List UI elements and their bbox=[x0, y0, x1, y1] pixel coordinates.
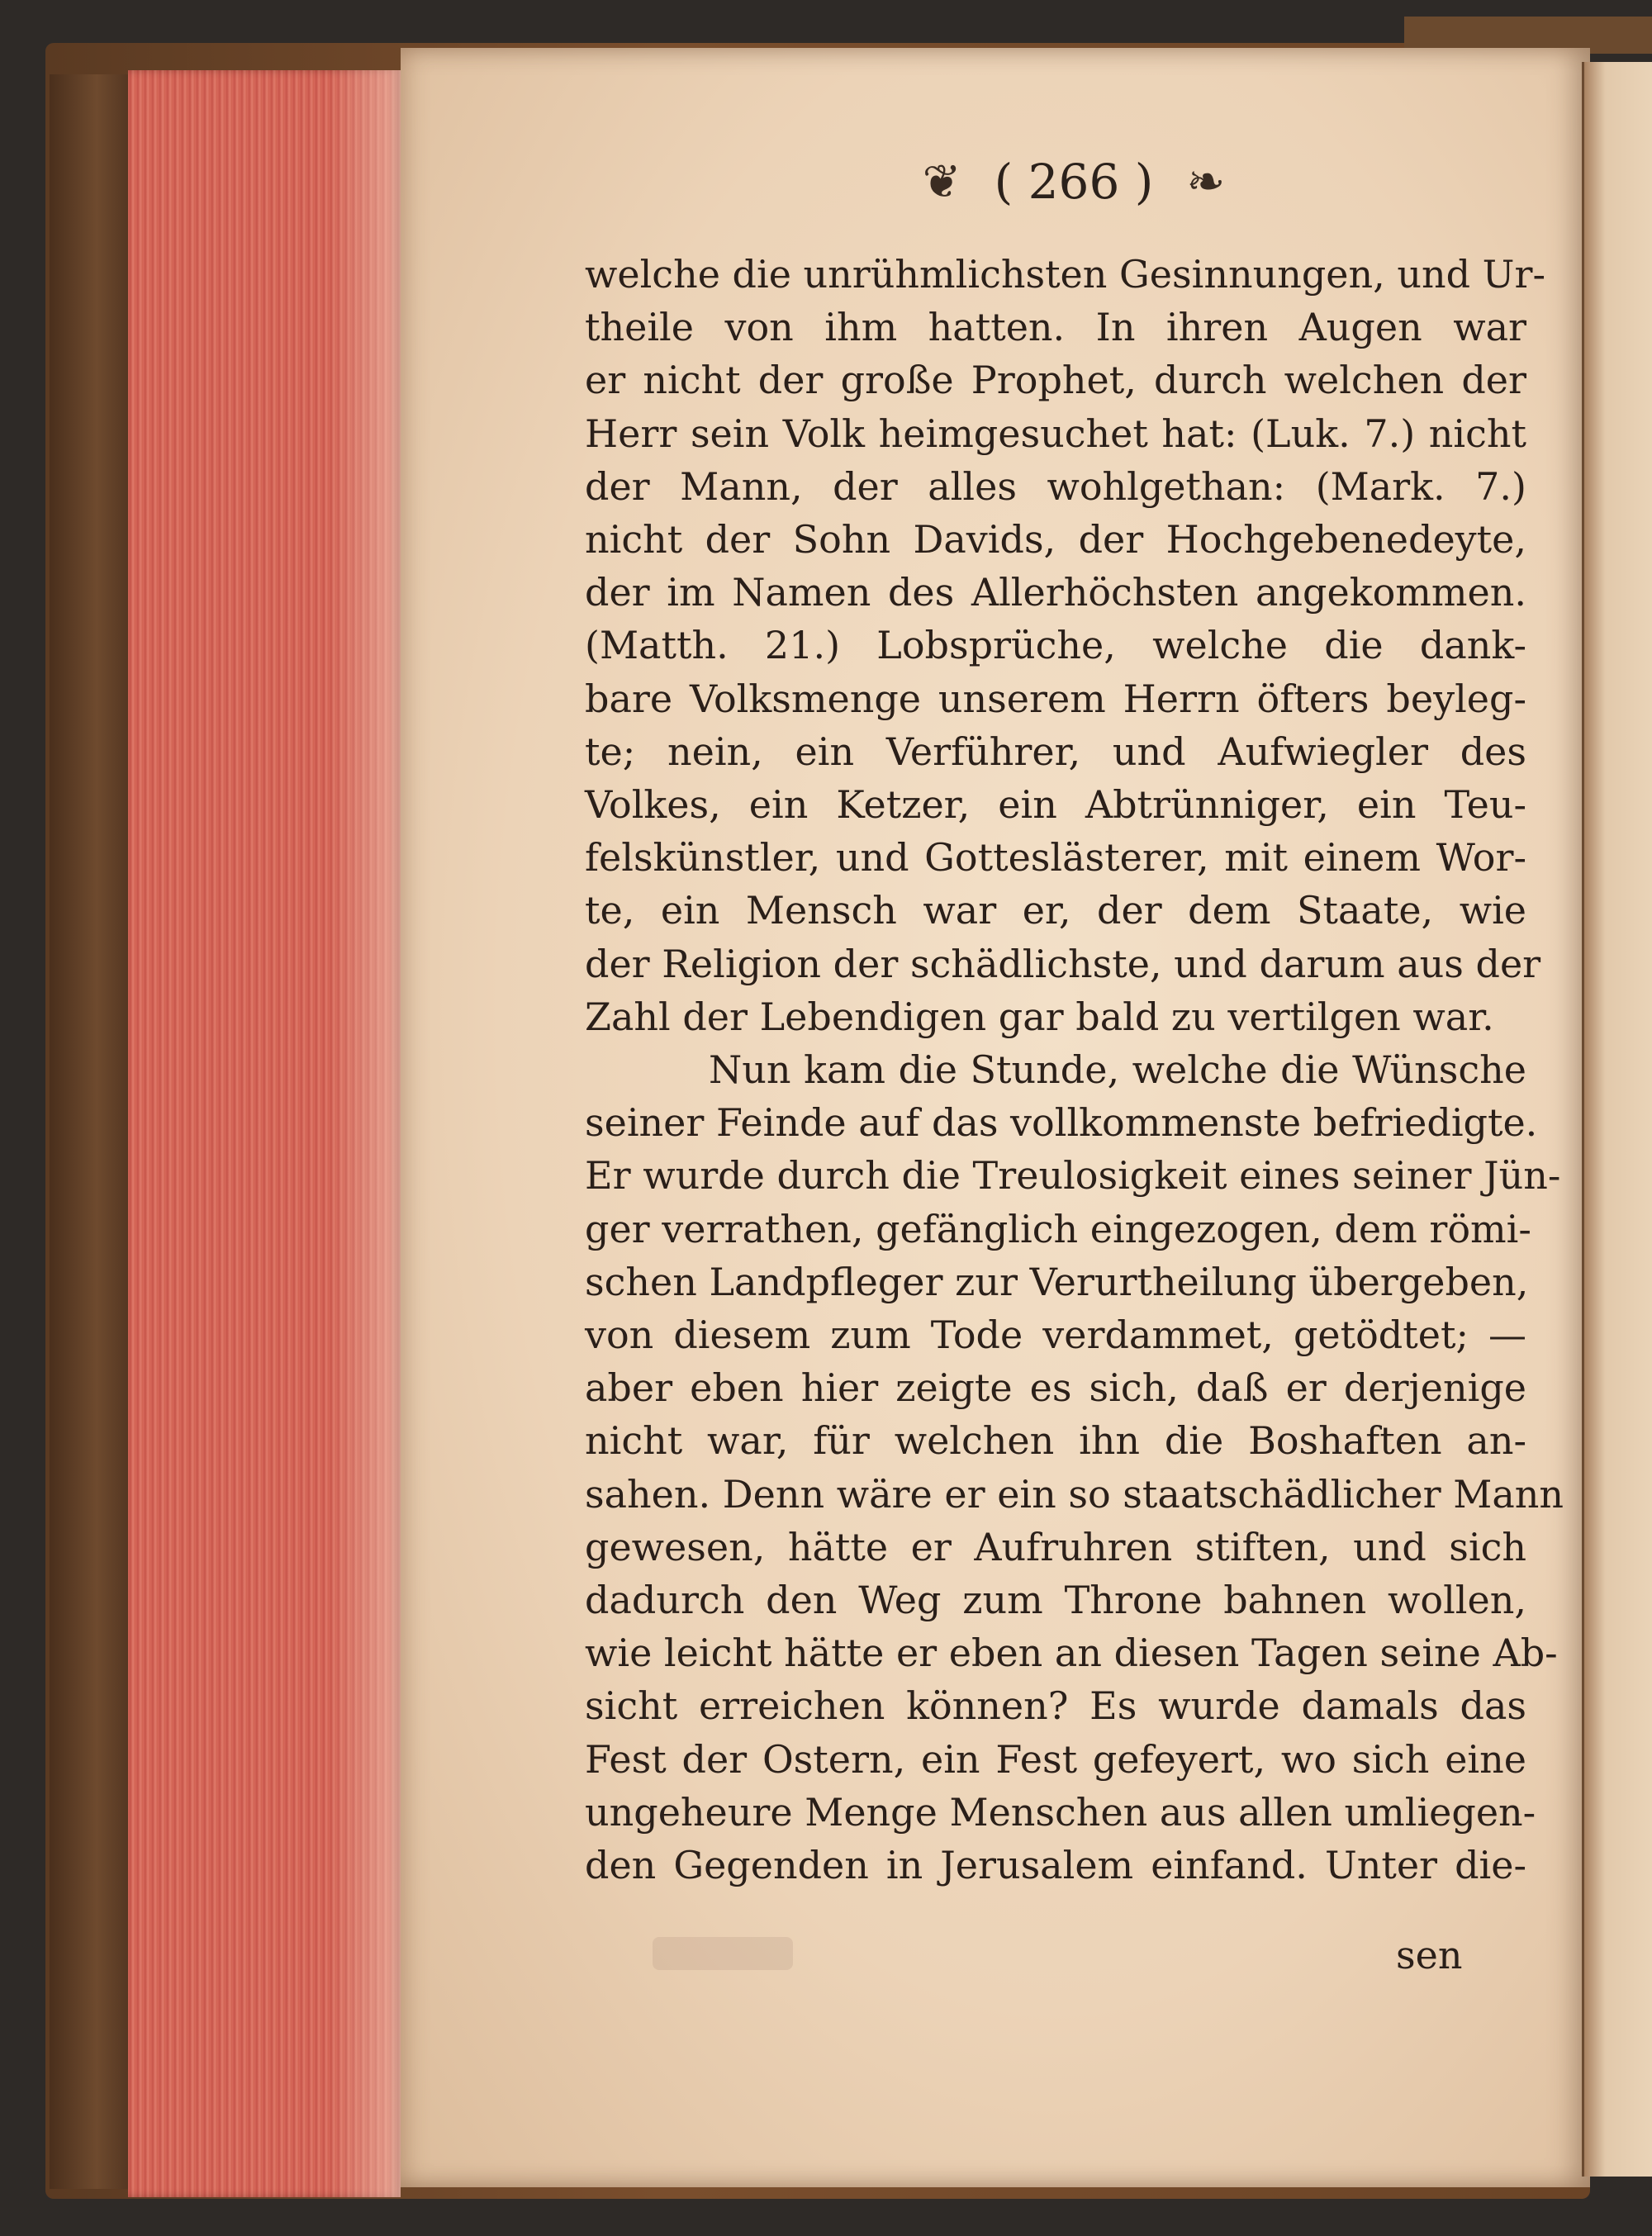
text-line: seiner Feinde auf das vollkommenste befriedigte. bbox=[585, 1100, 1538, 1146]
body-text bbox=[585, 248, 1564, 1892]
text-line: ger verrathen, gefänglich eingezogen, dem römi- bbox=[585, 1206, 1531, 1251]
text-line: theile von ihm hatten. In ihren Augen war bbox=[585, 305, 1526, 350]
text-line: welche die unrühmlichsten Gesinnungen, und Ur- bbox=[585, 252, 1545, 297]
book-spine-edge bbox=[50, 74, 128, 2189]
text-line: bare Volksmenge unserem Herrn öfters beyleg- bbox=[585, 676, 1526, 721]
text-line: te, ein Mensch war er, der dem Staate, wie bbox=[585, 888, 1526, 933]
text-line: Er wurde durch die Treulosigkeit eines seiner Jün- bbox=[585, 1153, 1561, 1199]
text-line: der Mann, der alles wohlgethan: (Mark. 7.) bbox=[585, 463, 1526, 509]
text-line: der Religion der schädlichste, und darum aus der bbox=[585, 941, 1541, 986]
text-line: gewesen, hätte er Aufruhren stiften, und sich bbox=[585, 1524, 1526, 1569]
text-line: Volkes, ein Ketzer, ein Abtrünniger, ein Teu- bbox=[585, 782, 1526, 828]
page-number: ( 266 ) bbox=[994, 154, 1154, 210]
text-line: wie leicht hätte er eben an diesen Tagen seine Ab- bbox=[585, 1631, 1558, 1676]
paragraph-start-line: Nun kam die Stunde, welche die Wünsche bbox=[709, 1047, 1526, 1093]
text-line: er nicht der große Prophet, durch welchen der bbox=[585, 358, 1526, 403]
catchword: sen bbox=[1396, 1933, 1463, 1977]
text-line: sicht erreichen können? Es wurde damals das bbox=[585, 1683, 1526, 1729]
text-line: den Gegenden in Jerusalem einfand. Unter die- bbox=[585, 1843, 1526, 1888]
page-header bbox=[859, 145, 1289, 219]
text-line: te; nein, ein Verführer, und Aufwiegler des bbox=[585, 729, 1526, 774]
text-line: aber eben hier zeigte es sich, daß er derjenige bbox=[585, 1365, 1526, 1411]
page-block-highlight bbox=[330, 70, 401, 2197]
facing-page-edge bbox=[1582, 62, 1652, 2177]
right-ornament-icon: ❧ bbox=[1186, 154, 1226, 209]
text-line: Zahl der Lebendigen gar bald zu vertilgen war. bbox=[585, 994, 1494, 1039]
text-line: von diesem zum Tode verdammet, getödtet; — bbox=[585, 1313, 1526, 1358]
text-line: schen Landpfleger zur Verurtheilung übergeben, bbox=[585, 1259, 1529, 1304]
text-line: nicht der Sohn Davids, der Hochgebenedeyte, bbox=[585, 517, 1526, 563]
text-line: (Matth. 21.) Lobsprüche, welche die dank- bbox=[585, 623, 1526, 668]
ink-smudge bbox=[653, 1937, 793, 1970]
text-line: felskünstler, und Gotteslästerer, mit einem Wor- bbox=[585, 835, 1526, 881]
text-line: Fest der Ostern, ein Fest gefeyert, wo sich eine bbox=[585, 1736, 1526, 1782]
text-line: dadurch den Weg zum Throne bahnen wollen, bbox=[585, 1578, 1526, 1623]
text-line: nicht war, für welchen ihn die Boshaften an- bbox=[585, 1418, 1526, 1464]
text-line: Herr sein Volk heimgesuchet hat: (Luk. 7.) nicht bbox=[585, 411, 1526, 456]
left-ornament-icon: ❦ bbox=[922, 154, 961, 209]
text-line: sahen. Denn wäre er ein so staatschädlicher Mann bbox=[585, 1471, 1564, 1517]
text-line: ungeheure Menge Menschen aus allen umliegen- bbox=[585, 1789, 1536, 1835]
text-line: der im Namen des Allerhöchsten angekommen. bbox=[585, 570, 1526, 615]
